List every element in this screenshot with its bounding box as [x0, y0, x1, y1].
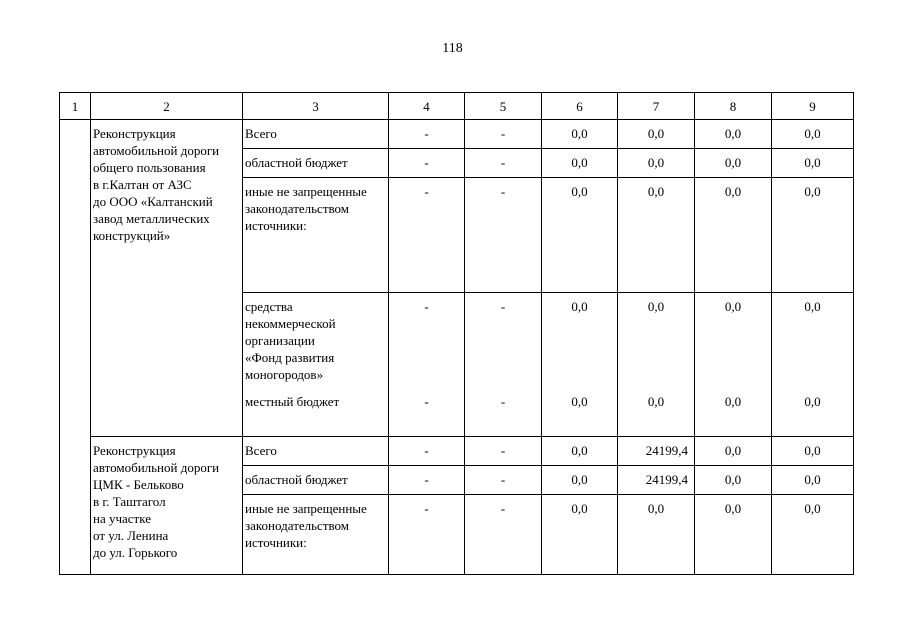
source-cell: [243, 120, 389, 149]
source-text: областной бюджет: [245, 472, 348, 487]
source-cell: [243, 466, 389, 495]
value-cell: 0,0: [695, 149, 772, 178]
value-cell: 0,0: [772, 388, 854, 437]
value-cell: 0,0: [695, 437, 772, 466]
source-cell: [243, 388, 389, 437]
value-cell: 0,0: [542, 120, 618, 149]
value-cell: 0,0: [695, 388, 772, 437]
header-cell-9: 9: [772, 93, 854, 120]
value-cell: 0,0: [695, 120, 772, 149]
value-cell: -: [465, 495, 542, 575]
value-cell: 0,0: [772, 466, 854, 495]
value-cell: 0,0: [542, 388, 618, 437]
budget-table: [59, 92, 854, 575]
header-cell-8: 8: [695, 93, 772, 120]
value-cell: 0,0: [618, 120, 695, 149]
value-cell: 0,0: [772, 149, 854, 178]
value-cell: 0,0: [618, 293, 695, 388]
project-name: Реконструкция автомобильной дороги общего пользования в г.Калтан от АЗС до ООО «Калтанский завод металлических конструкций»: [93, 126, 220, 243]
project-name-cell: [91, 437, 243, 575]
value-cell: 0,0: [695, 178, 772, 293]
source-cell: [243, 495, 389, 575]
value-cell: 0,0: [542, 149, 618, 178]
value-cell: -: [389, 178, 465, 293]
value-cell: 0,0: [542, 466, 618, 495]
page-number: 118: [442, 41, 463, 56]
source-cell: [243, 149, 389, 178]
header-cell-1: 1: [60, 93, 91, 120]
value-cell: -: [389, 293, 465, 388]
header-cell-5: 5: [465, 93, 542, 120]
value-cell: 0,0: [542, 495, 618, 575]
value-cell: 0,0: [542, 437, 618, 466]
value-cell: -: [465, 120, 542, 149]
value-cell: 0,0: [695, 495, 772, 575]
value-cell: -: [389, 466, 465, 495]
source-text: местный бюджет: [245, 393, 340, 409]
value-cell: -: [465, 388, 542, 437]
value-cell: -: [465, 149, 542, 178]
source-text: средства некоммерческой организации «Фонд развития моногородов»: [245, 299, 336, 382]
source-text: Всего: [245, 126, 277, 141]
value-cell: -: [389, 120, 465, 149]
value-cell: -: [389, 149, 465, 178]
source-text: иные не запрещенные законодательством источники:: [245, 501, 367, 550]
source-text: иные не запрещенные законодательством источники:: [245, 184, 367, 233]
source-cell: [243, 178, 389, 293]
value-cell: 0,0: [772, 120, 854, 149]
value-cell: -: [465, 466, 542, 495]
value-cell: 24199,4: [618, 437, 695, 466]
value-cell: -: [389, 437, 465, 466]
value-cell: -: [465, 437, 542, 466]
header-row: [60, 93, 854, 120]
source-cell: [243, 293, 389, 388]
header-cell-2: 2: [91, 93, 243, 120]
value-cell: -: [389, 495, 465, 575]
project-name: Реконструкция автомобильной дороги ЦМК - Бельково в г. Таштагол на участке от ул. Ленина до ул. Горького: [93, 443, 220, 560]
value-cell: 0,0: [772, 437, 854, 466]
header-cell-7: 7: [618, 93, 695, 120]
header-cell-3: 3: [243, 93, 389, 120]
value-cell: -: [389, 388, 465, 437]
source-text: областной бюджет: [245, 155, 348, 170]
value-cell: 0,0: [542, 293, 618, 388]
value-cell: 0,0: [618, 149, 695, 178]
value-cell: 0,0: [772, 293, 854, 388]
header-cell-4: 4: [389, 93, 465, 120]
value-cell: 0,0: [618, 388, 695, 437]
index-cell: [60, 120, 91, 575]
value-cell: -: [465, 178, 542, 293]
value-cell: 0,0: [618, 178, 695, 293]
value-cell: -: [465, 293, 542, 388]
table-row: [60, 437, 854, 466]
source-text: Всего: [245, 443, 277, 458]
value-cell: 0,0: [695, 293, 772, 388]
source-cell: [243, 437, 389, 466]
value-cell: 0,0: [618, 495, 695, 575]
table-row: [60, 120, 854, 149]
value-cell: 0,0: [772, 495, 854, 575]
value-cell: 0,0: [542, 178, 618, 293]
value-cell: 24199,4: [618, 466, 695, 495]
value-cell: 0,0: [772, 178, 854, 293]
project-name-cell: [91, 120, 243, 437]
value-cell: 0,0: [695, 466, 772, 495]
header-cell-6: 6: [542, 93, 618, 120]
